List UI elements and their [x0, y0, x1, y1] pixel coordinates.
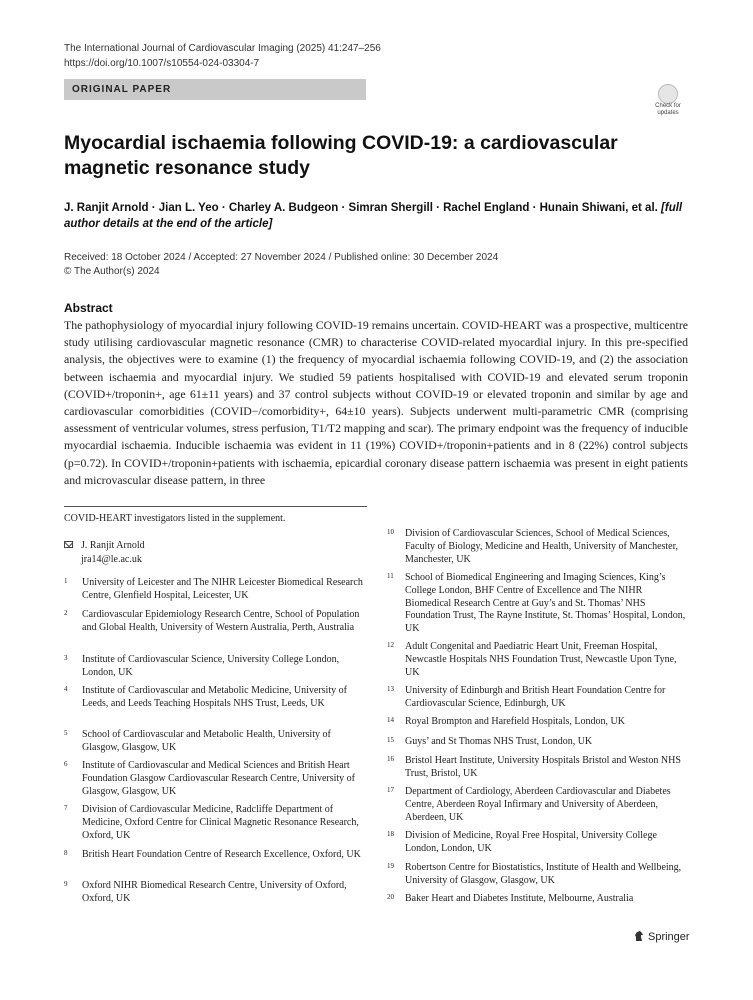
affiliation-number: 2	[64, 609, 68, 617]
copyright: © The Author(s) 2024	[64, 266, 160, 277]
affiliation-text: Cardiovascular Epidemiology Research Centre, School of Population and Global Health, University of Western Australia, Perth, Australia	[82, 609, 360, 633]
affiliation-text: Guys’ and St Thomas NHS Trust, London, UK	[405, 736, 593, 747]
abstract-heading: Abstract	[64, 301, 113, 315]
affiliation-number: 13	[387, 685, 394, 693]
affiliation-text: School of Biomedical Engineering and Imaging Sciences, King’s College London, BHF Centre of Excellence and The NIHR Biomedical Research Centre at Guy’s and St. Thomas’ NHS Foundation Trust, The Rayne Institute, St. Thomas’ Hospital, London, UK	[405, 572, 686, 635]
affiliation-text: Royal Brompton and Harefield Hospitals, London, UK	[405, 716, 625, 727]
publisher-logo	[634, 931, 690, 943]
publisher-name: Springer	[648, 931, 690, 943]
affiliation-number: 5	[64, 729, 68, 737]
corresponding-email[interactable]: jra14@le.ac.uk	[81, 554, 142, 565]
affiliation-number: 15	[387, 736, 394, 744]
author-list	[64, 200, 694, 232]
publication-dates	[64, 251, 498, 279]
affiliation-text: British Heart Foundation Centre of Research Excellence, Oxford, UK	[82, 849, 361, 860]
affiliation-text: Robertson Centre for Biostatistics, Institute of Health and Wellbeing, University of Glasgow, Glasgow, UK	[405, 862, 682, 886]
corresponding-name: J. Ranjit Arnold	[81, 540, 145, 551]
check-for-updates-badge[interactable]	[650, 84, 686, 120]
authors-note: [full author details at the end of the article]	[64, 202, 683, 230]
update-icon	[658, 84, 678, 104]
affiliation-text: Adult Congenital and Paediatric Heart Unit, Freeman Hospital, Newcastle Hospitals NHS Foundation Trust, Newcastle Upon Tyne, UK	[405, 641, 677, 678]
footnote-divider	[64, 506, 367, 507]
affiliation-number: 12	[387, 641, 394, 649]
affiliation-number: 20	[387, 893, 394, 901]
affiliation-number: 8	[64, 849, 68, 857]
badge-line-1: Check for	[655, 103, 681, 109]
affiliation-number: 6	[64, 760, 68, 768]
affiliation-text: Oxford NIHR Biomedical Research Centre, University of Oxford, Oxford, UK	[82, 880, 347, 904]
affiliation-number: 1	[64, 577, 68, 585]
affiliation-number: 10	[387, 528, 394, 536]
journal-name: The International Journal of Cardiovascular Imaging (2025) 41:247–256	[64, 43, 381, 54]
affiliation-number: 9	[64, 880, 68, 888]
affiliation-number: 14	[387, 716, 394, 724]
affiliation-text: University of Edinburgh and British Heart Foundation Centre for Cardiovascular Science, Edinburgh, UK	[405, 685, 666, 709]
affiliation-text: Institute of Cardiovascular Science, University College London, London, UK	[82, 654, 340, 678]
article-type-banner: ORIGINAL PAPER	[64, 79, 366, 100]
springer-horse-icon	[634, 931, 644, 942]
affiliation-text: Division of Cardiovascular Medicine, Radcliffe Department of Medicine, Oxford Centre for Clinical Magnetic Resonance Research, Oxford, UK	[82, 804, 359, 841]
affiliation-number: 3	[64, 654, 68, 662]
affiliation-text: Bristol Heart Institute, University Hospitals Bristol and Weston NHS Trust, Bristol, UK	[405, 755, 681, 779]
affiliation-text: Baker Heart and Diabetes Institute, Melbourne, Australia	[405, 893, 634, 904]
affiliation-text: Division of Cardiovascular Sciences, School of Medical Sciences, Faculty of Biology, Medicine and Health, University of Manchester, Manchester, UK	[405, 528, 679, 565]
journal-citation	[64, 41, 381, 71]
history-dates: Received: 18 October 2024 / Accepted: 27 November 2024 / Published online: 30 December 2024	[64, 252, 499, 263]
affiliation-number: 18	[387, 830, 394, 838]
badge-line-2: updates	[657, 109, 679, 116]
affiliation-text: Institute of Cardiovascular and Metabolic Medicine, University of Leeds, and Leeds Teaching Hospitals NHS Trust, Leeds, UK	[82, 685, 347, 709]
affiliation-text: University of Leicester and The NIHR Leicester Biomedical Research Centre, Glenfield Hospital, Leicester, UK	[82, 577, 363, 601]
affiliation-number: 4	[64, 685, 68, 693]
affiliation-number: 16	[387, 755, 394, 763]
envelope-icon	[64, 541, 73, 548]
affiliation-number: 7	[64, 804, 68, 812]
affiliation-text: Institute of Cardiovascular and Medical Sciences and British Heart Foundation Glasgow Cardiovascular Research Centre, University of Glasgow, Glasgow, UK	[82, 760, 355, 797]
affiliation-number: 19	[387, 862, 394, 870]
affiliation-text: Division of Medicine, Royal Free Hospital, University College London, London, UK	[405, 830, 657, 854]
doi-link[interactable]: https://doi.org/10.1007/s10554-024-03304-7	[64, 58, 260, 69]
supplement-note: COVID-HEART investigators listed in the supplement.	[64, 513, 286, 524]
authors-names: J. Ranjit Arnold · Jian L. Yeo · Charley A. Budgeon · Simran Shergill · Rachel England · Hunain Shiwani, et al.	[64, 202, 658, 214]
article-title: Myocardial ischaemia following COVID-19: a cardiovascular magnetic resonance study	[64, 132, 618, 179]
affiliation-text: School of Cardiovascular and Metabolic Health, University of Glasgow, Glasgow, UK	[82, 729, 331, 753]
affiliation-number: 11	[387, 572, 394, 580]
affiliation-text: Department of Cardiology, Aberdeen Cardiovascular and Diabetes Centre, Aberdeen Royal Infirmary and University of Aberdeen, Aberdeen, UK	[405, 786, 671, 823]
affiliation-number: 17	[387, 786, 394, 794]
abstract-text: The pathophysiology of myocardial injury following COVID-19 remains uncertain. COVID-HEART was a prospective, multicentre study utilising cardiovascular magnetic resonance (CMR) to characterise COVID-related myocardial injury. In this pre-specified analysis, the objectives were to examine (1) the frequency of myocardial ischaemia following COVID-19, and (2) the association between ischaemia and myocardial injury. We studied 59 patients hospitalised with COVID-19 and elevated serum troponin (COVID+/troponin+, age 61±11 years) and 37 control subjects without COVID-19 or elevated troponin and similar by age and cardiovascular comorbidities (COVID−/comorbidity+, 64±10 years). Subjects underwent multi-parametric CMR (comprising assessment of ventricular volumes, stress perfusion, T1/T2 mapping and scar). The primary endpoint was the frequency of inducible myocardial ischaemia. Inducible ischaemia was evident in 11 (19%) COVID+/troponin+patients and in 8 (22%) control subjects (p=0.72). In COVID+/troponin+patients with ischaemia, epicardial coronary disease pattern ischaemia was present in eight patients and microvascular disease pattern, in three	[64, 318, 688, 487]
